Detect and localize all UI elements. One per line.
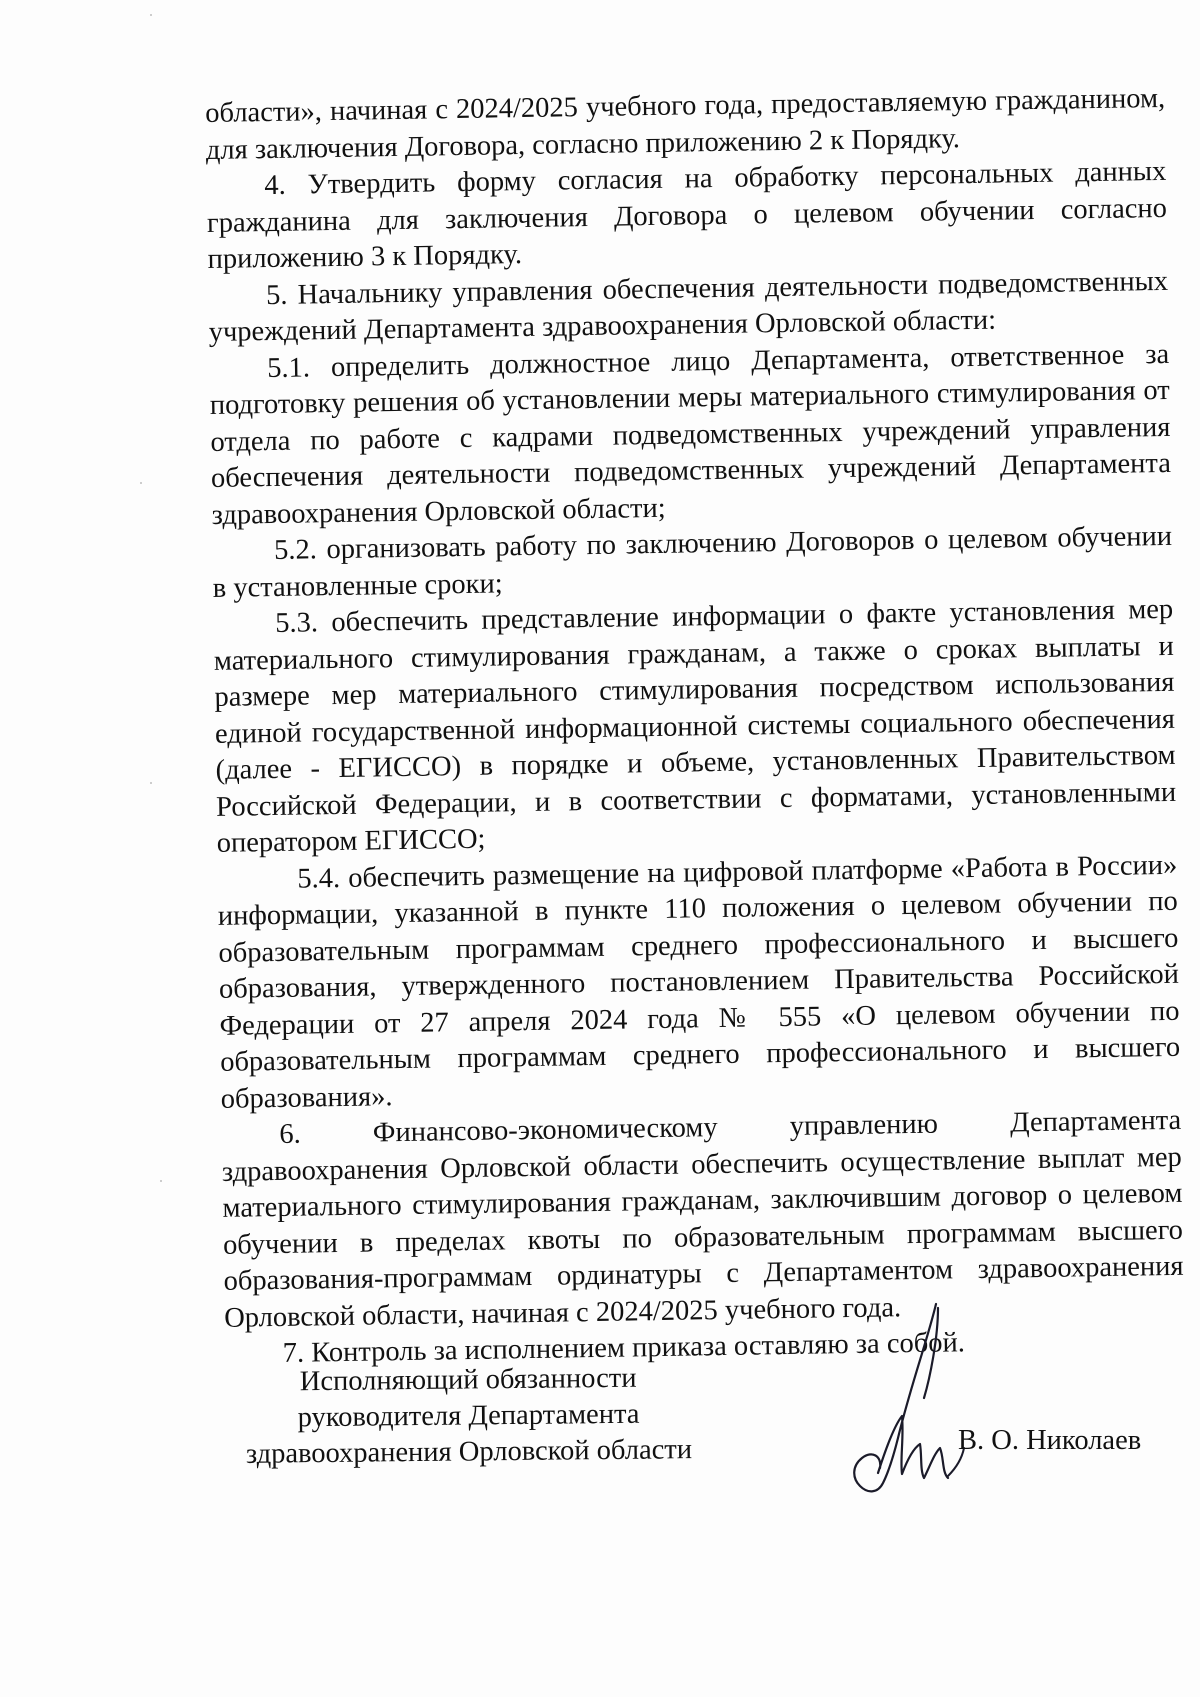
paragraph-continuation: области», начиная с 2024/2025 учебного года, предоставляемую гражданином, для заключения Договора, согласно приложению 2 к Порядку. — [205, 82, 1166, 166]
paragraph-item-6: 6. Финансово-экономическому управлению Департамента здравоохранения Орловской области обеспечить осуществление выплат мер материального стимулирования гражданам, заключившим договор о целевом обучении в пределах квоты по образовательным программам высшего образования-программам ординатуры с Департаментом здравоохранения Орловской области, начиная с 2024/2025 учебного года. — [221, 1104, 1184, 1334]
scan-dot — [140, 482, 142, 484]
paragraph-item-5-3: 5.3. обеспечить представление информации о факте установления мер материального стимулирования гражданам, а также о сроках выплаты и размере мер материального стимулирования посредством использования единой государственной информационной системы социального обеспечения (далее - ЕГИССО) в порядке и объеме, установленных Правительством Российской Федерации, и в соответствии с форматами, установленными оператором ЕГИССО; — [213, 593, 1177, 859]
document-body — [205, 81, 1185, 1373]
signatory-name: В. О. Николаев — [958, 1425, 1142, 1456]
handwritten-signature — [838, 1298, 968, 1498]
paragraph-item-4: 4. Утвердить форму согласия на обработку персональных данных гражданина для заключения Договора о целевом обучении согласно приложению 3 к Порядку. — [206, 155, 1168, 275]
scan-dot — [150, 782, 152, 784]
paragraph-item-5-1: 5.1. определить должностное лицо Департамента, ответственное за подготовку решения об установлении меры материального стимулирования от отдела по работе с кадрами подведомственных учреждений управления обеспечения деятельности подведомственных учреждений Департамента здравоохранения Орловской области; — [209, 338, 1172, 531]
scan-dot — [160, 1180, 162, 1182]
signatory-title-line: Исполняющий обязанности — [299, 1362, 637, 1398]
paragraph-item-5-2: 5.2. организовать работу по заключению Договоров о целевом обучении в установленные сроки; — [212, 520, 1173, 604]
signatory-title-line: здравоохранения Орловской области — [245, 1434, 693, 1470]
paragraph-item-7: 7. Контроль за исполнением приказа оставляю за собой. — [282, 1327, 966, 1369]
signatory-title — [228, 1360, 709, 1473]
scan-dot — [150, 14, 152, 16]
paragraph-item-5: 5. Начальнику управления обеспечения деятельности подведомственных учреждений Департамента здравоохранения Орловской области: — [208, 265, 1169, 348]
signatory-title-line: руководителя Департамента — [297, 1398, 640, 1434]
paragraph-item-5-4: 5.4. обеспечить размещение на цифровой платформе «Работа в России» информации, указанной в пункте 110 положения о целевом обучении по образовательным программам среднего профессионального и высшего образования, утвержденного постановлением Правительства Российской Федерации от 27 апреля 2024 года № 555 «О целевом обучении по образовательным программам среднего профессионального и высшего образования». — [217, 849, 1181, 1115]
